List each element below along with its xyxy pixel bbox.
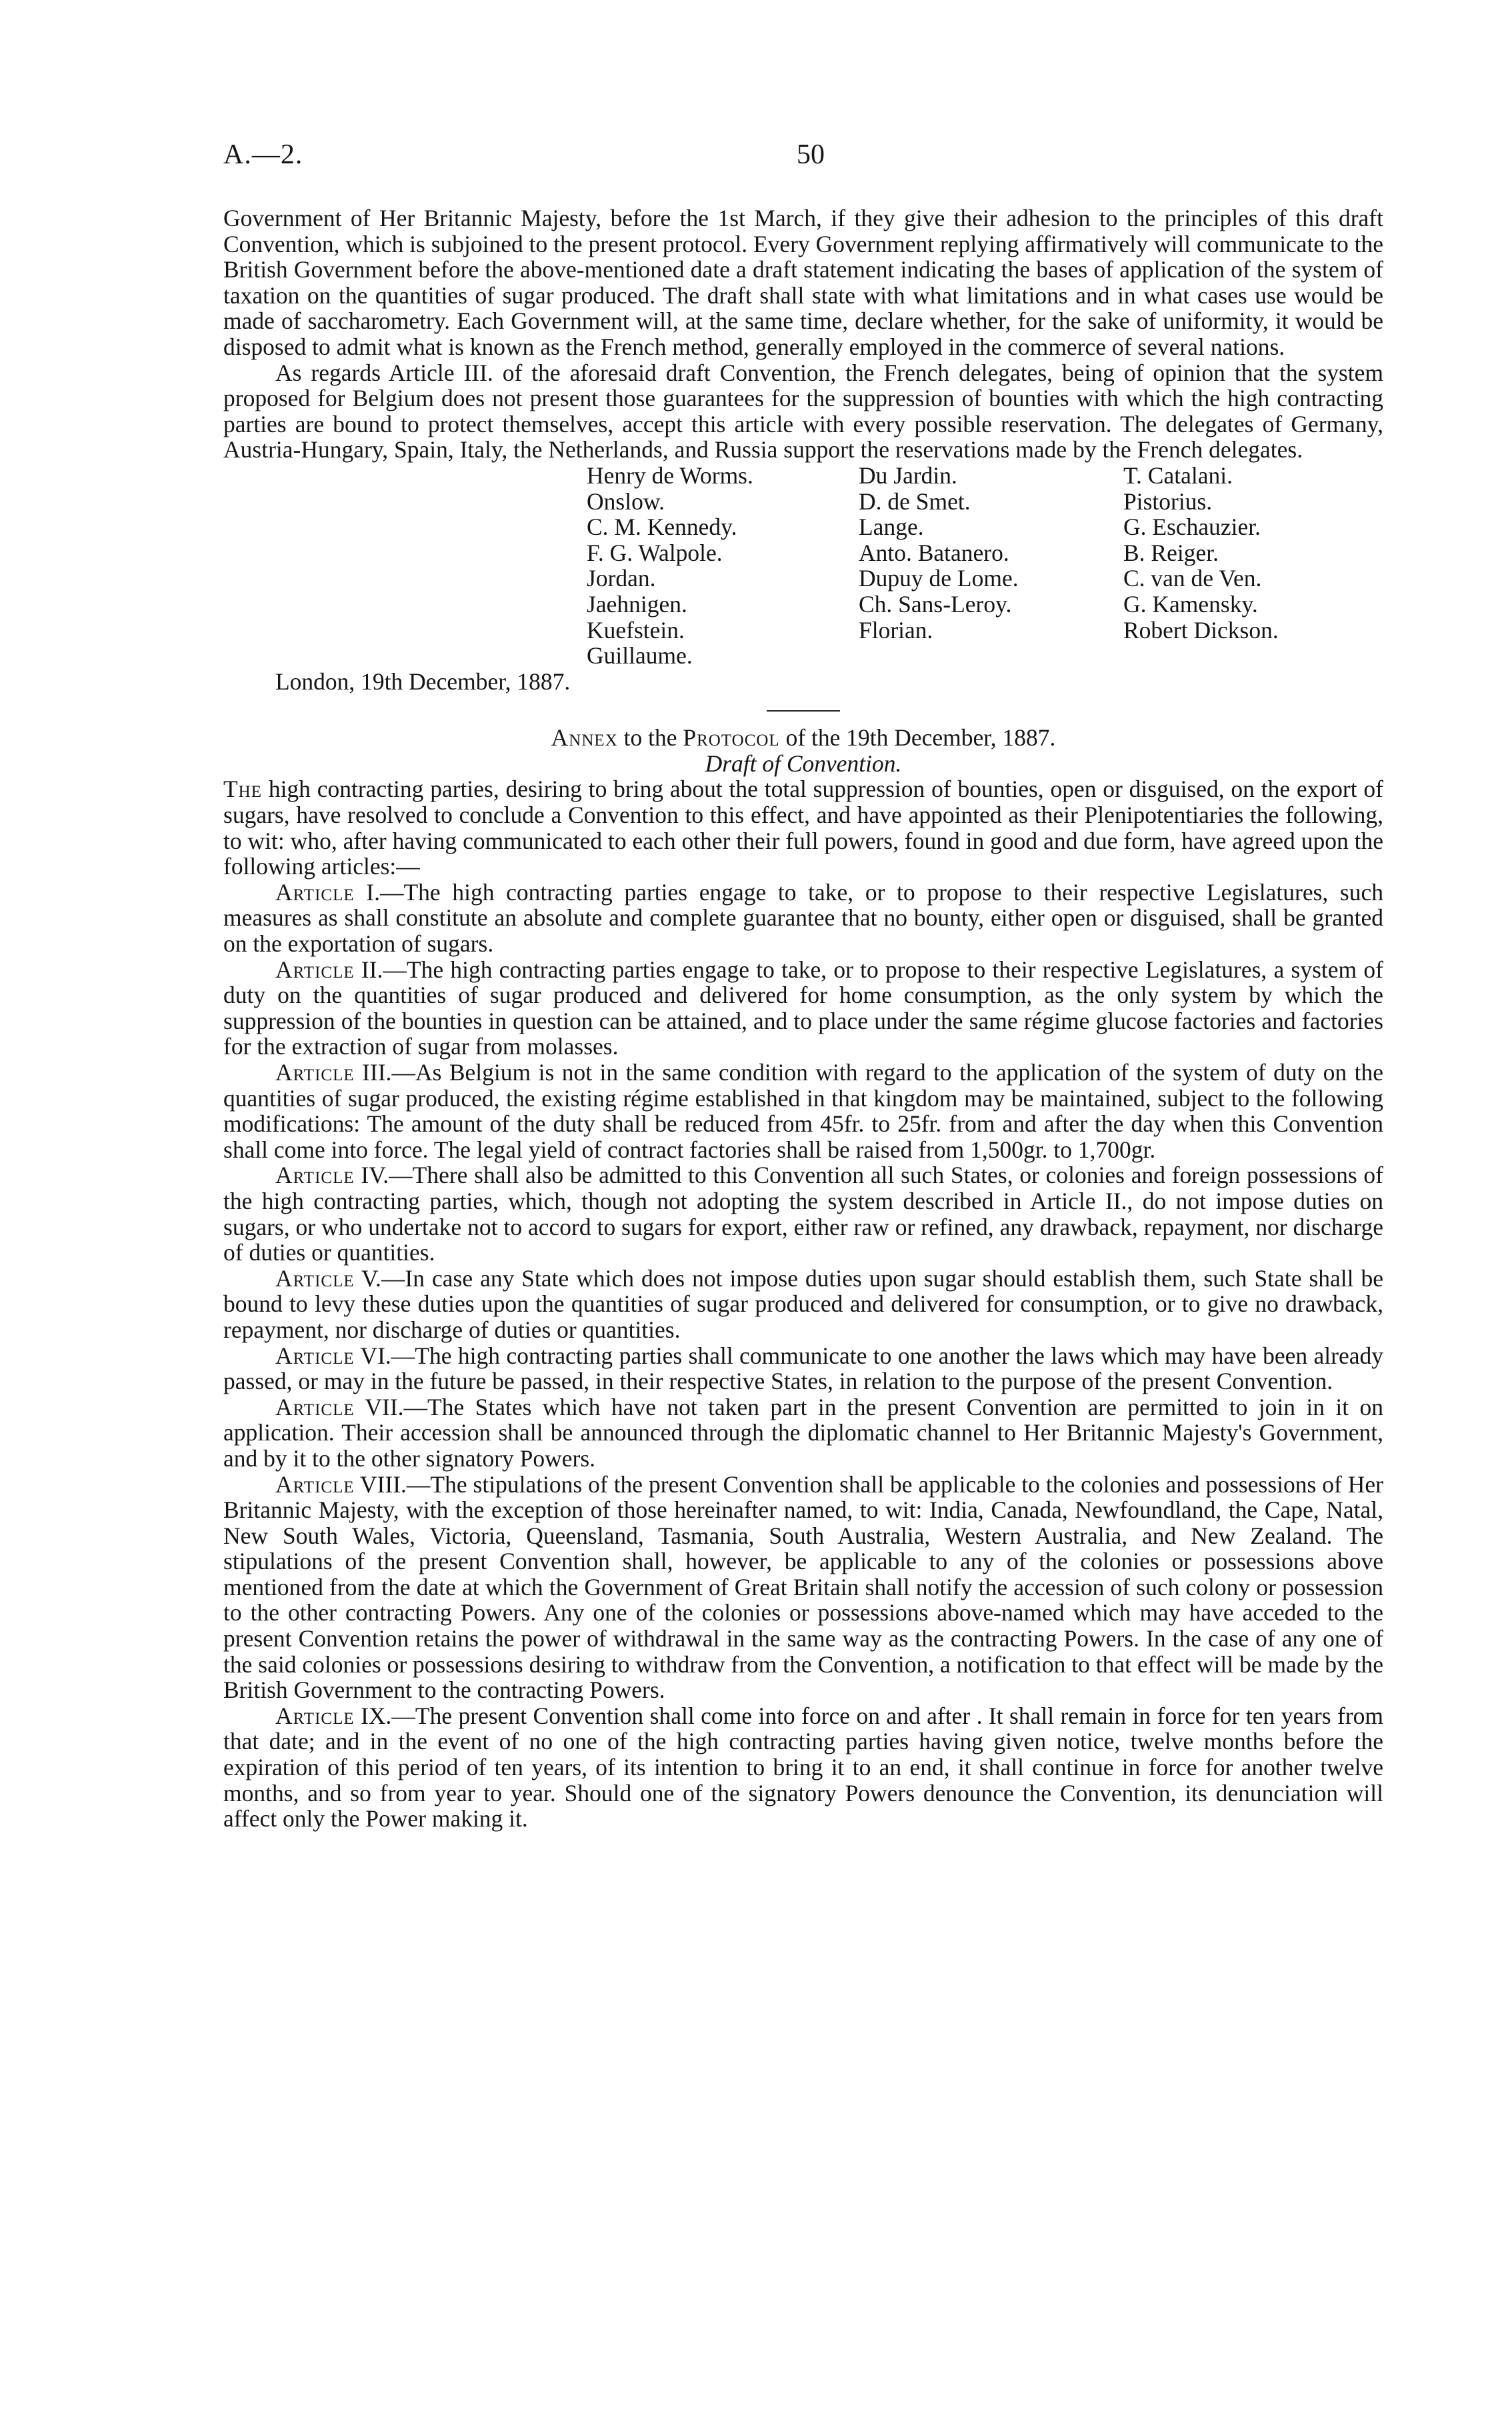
signatory: Dupuy de Lome. xyxy=(859,565,1019,592)
page-number: 50 xyxy=(797,139,825,170)
preamble-lead: The xyxy=(223,776,263,803)
signatory: B. Reiger. xyxy=(1123,539,1219,566)
signatory: Onslow. xyxy=(587,487,665,515)
document-reference: A.—2. xyxy=(223,139,303,170)
article-text: —The high contracting parties engage to take, or to propose to their respective Legislatures, such measures as shall constitute an absolute and complete guarantee that no bounty, either open or disguised, shall be granted on the exportation of sugars. xyxy=(223,878,1383,958)
article-number: VII. xyxy=(354,1393,404,1420)
article-number: III. xyxy=(354,1059,392,1086)
annex-title-rest: of the 19th December, 1887. xyxy=(779,724,1056,752)
annex-word: Annex xyxy=(551,724,618,752)
signatory: Robert Dickson. xyxy=(1123,616,1279,644)
article-label: Article xyxy=(275,1162,355,1189)
signatory: C. M. Kennedy. xyxy=(587,513,737,541)
article-number: V. xyxy=(354,1264,381,1292)
article-number: VI. xyxy=(354,1342,391,1369)
page-header xyxy=(223,139,1383,179)
intro-paragraph: Government of Her Britannic Majesty, before the 1st March, if they give their adhesion to the principles of this draft Convention, which is subjoined to the present protocol. Every Government replying affirmatively will communicate to the British Government before the above-mentioned date a draft statement indicating the bases of application of the system of taxation on the quantities of sugar produced. The draft shall state with what limitations and in what cases use would be made of saccharometry. Each Government will, at the same time, declare whether, for the sake of uniformity, it would be disposed to admit what is known as the French method, generally employed in the commerce of several nations. xyxy=(223,205,1383,360)
signatory: Pistorius. xyxy=(1123,487,1213,515)
draft-subtitle: Draft of Convention. xyxy=(705,750,902,777)
signatory: F. G. Walpole. xyxy=(587,539,723,566)
article-label: Article xyxy=(275,956,355,983)
signatory: Florian. xyxy=(859,616,933,644)
signatory: Jordan. xyxy=(587,565,656,592)
article-label: Article xyxy=(275,1059,355,1086)
signatory: T. Catalani. xyxy=(1123,461,1233,489)
article-label: Article xyxy=(275,1702,355,1729)
article-number: IX. xyxy=(354,1702,392,1729)
section-divider xyxy=(767,710,840,712)
signatories-column-2 xyxy=(859,463,1123,669)
article-4 xyxy=(223,1162,1383,1265)
article-9 xyxy=(223,1703,1383,1832)
signatory: G. Eschauzier. xyxy=(1123,513,1261,541)
dateline: London, 19th December, 1887. xyxy=(275,668,571,695)
article-2 xyxy=(223,957,1383,1060)
signatory: D. de Smet. xyxy=(859,487,971,515)
article-label: Article xyxy=(275,878,355,906)
article-number: IV. xyxy=(354,1162,389,1189)
article-text: —The high contracting parties engage to take, or to propose to their respective Legislatures, a system of duty on the quantities of sugar produced and delivered for home consumption, as the only system by which the suppression of the bounties in question can be attained, and to place under the same régime glucose factories and factories for the extraction of sugar from molasses. xyxy=(223,956,1383,1060)
signatory: Guillaume. xyxy=(587,642,693,670)
article-number: I. xyxy=(354,878,380,906)
reservation-paragraph: As regards Article III. of the aforesaid draft Convention, the French delegates, being of opinion that the system proposed for Belgium does not present those guarantees for the suppression of bounties with which the high contracting parties are bound to protect themselves, accept this article with every possible reservation. The delegates of Germany, Austria-Hungary, Spain, Italy, the Netherlands, and Russia support the reservations made by the French delegates. xyxy=(223,359,1383,463)
signatory: Jaehnigen. xyxy=(587,590,687,618)
article-text: —The high contracting parties shall communicate to one another the laws which may have been already passed, or may in the future be passed, in their respective States, in relation to the purpose of the present Convention. xyxy=(223,1342,1383,1395)
signatory: Henry de Worms. xyxy=(587,461,753,489)
article-text: —In case any State which does not impose duties upon sugar should establish them, such State shall be bound to levy these duties upon the quantities of sugar produced and delivered for consumption, or to give no drawback, repayment, nor discharge of duties or quantities. xyxy=(223,1264,1383,1343)
page-body xyxy=(223,205,1383,1832)
article-6 xyxy=(223,1343,1383,1394)
signatory: Anto. Batanero. xyxy=(859,539,1009,566)
article-5 xyxy=(223,1266,1383,1343)
preamble-paragraph xyxy=(223,776,1383,879)
article-8 xyxy=(223,1472,1383,1703)
signatory: Ch. Sans-Leroy. xyxy=(859,590,1012,618)
signatory: G. Kamensky. xyxy=(1123,590,1258,618)
signatory: Kuefstein. xyxy=(587,616,685,644)
article-label: Article xyxy=(275,1470,355,1498)
signatory: C. van de Ven. xyxy=(1123,565,1262,592)
article-text: —The present Convention shall come into force on and after . It shall remain in force for ten years from that date; and in the event of no one of the high contracting parties having given notice, twelve months before the expiration of this period of ten years, of its intention to bring it to an end, it shall continue in force for another twelve months, and so from year to year. Should one of the signatory Powers denounce the Convention, its denunciation will affect only the Power making it. xyxy=(223,1702,1383,1833)
article-1 xyxy=(223,880,1383,957)
article-text: —There shall also be admitted to this Convention all such States, or colonies and foreign possessions of the high contracting parties, which, though not adopting the system described in Article II., do not impose duties on sugars, or who undertake not to accord to sugars for export, either raw or refined, any drawback, repayment, nor discharge of duties or quantities. xyxy=(223,1162,1383,1266)
signatory: Lange. xyxy=(859,513,924,541)
protocol-word: Protocol xyxy=(683,724,780,752)
annex-title xyxy=(223,725,1383,751)
article-label: Article xyxy=(275,1393,355,1420)
article-7 xyxy=(223,1394,1383,1472)
article-3 xyxy=(223,1060,1383,1162)
annex-title-mid: to the xyxy=(617,724,683,752)
signatory: Du Jardin. xyxy=(859,461,957,489)
article-label: Article xyxy=(275,1264,355,1292)
article-text: —The stipulations of the present Convention shall be applicable to the colonies and possessions of Her Britannic Majesty, with the exception of those hereinafter named, to wit: India, Canada, Newfoundland, the Cape, Natal, New South Wales, Victoria, Queensland, Tasmania, South Australia, Western Australia, and New Zealand. The stipulations of the present Convention shall, however, be applicable to any of the colonies or possessions above mentioned from the date at which the Government of Great Britain shall notify the accession of such colony or possession to the other contracting Powers. Any one of the colonies or possessions above-named which may have acceded to the present Convention retains the power of withdrawal in the same way as the contracting Powers. In the case of any one of the said colonies or possessions desiring to withdraw from the Convention, a notification to that effect will be made by the British Government to the contracting Powers. xyxy=(223,1470,1383,1704)
preamble-text: high contracting parties, desiring to bring about the total suppression of bounties, open or disguised, on the export of sugars, have resolved to conclude a Convention to this effect, and have appointed as their Plenipotentiaries the following, to wit: who, after having communicated to each other their full powers, found in good and due form, have agreed upon the following articles:— xyxy=(223,776,1383,880)
signatories-column-3 xyxy=(1123,463,1337,669)
article-number: VIII. xyxy=(354,1470,407,1498)
article-text: —The States which have not taken part in the present Convention are permitted to join in it on application. Their accession shall be announced through the diplomatic channel to Her Britannic Majesty's Government, and by it to the other signatory Powers. xyxy=(223,1393,1383,1472)
article-number: II. xyxy=(354,956,383,983)
signatories-column-1 xyxy=(587,463,859,669)
signatories-block xyxy=(587,463,1383,669)
article-label: Article xyxy=(275,1342,355,1369)
article-text: —As Belgium is not in the same condition with regard to the application of the system of duty on the quantities of sugar produced, the existing régime established in that kingdom may be maintained, subject to the following modifications: The amount of the duty shall be reduced from 45fr. to 25fr. from and after the day when this Convention shall come into force. The legal yield of contract factories shall be raised from 1,500gr. to 1,700gr. xyxy=(223,1059,1384,1163)
